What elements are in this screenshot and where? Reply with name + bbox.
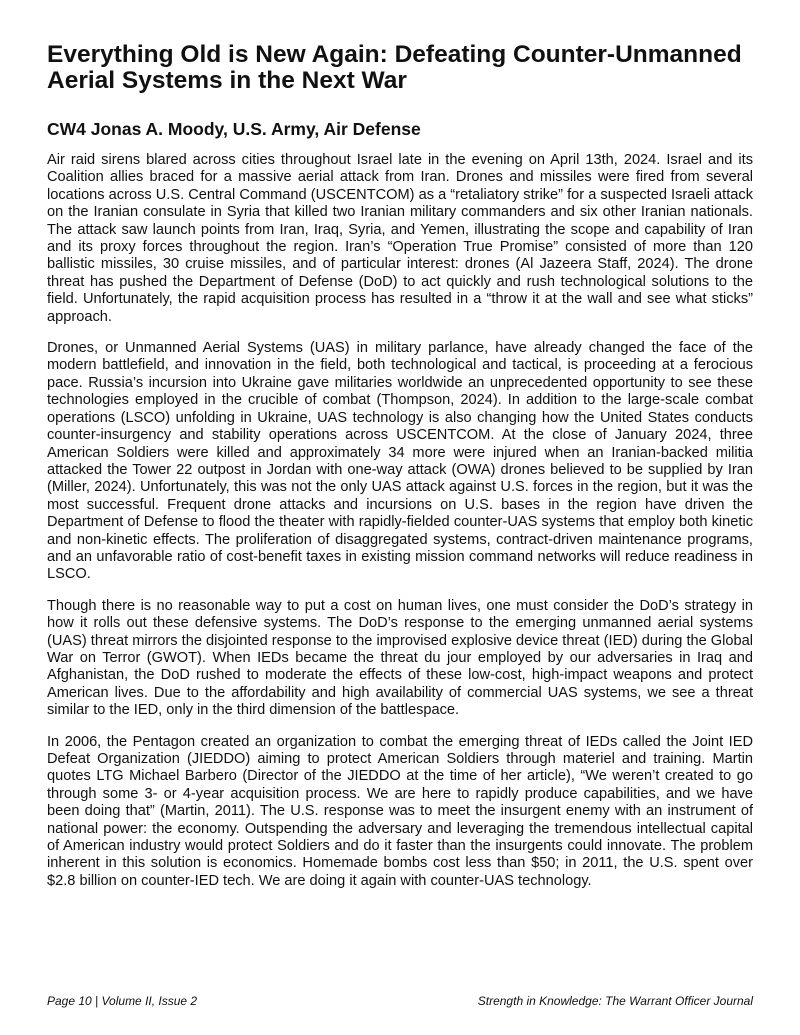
- body-paragraph: Drones, or Unmanned Aerial Systems (UAS) in military parlance, have already changed the face of the modern battlefield, and innovation in the field, both technological and tactical, is proceeding at a ferocious pace. Russia’s incursion into Ukraine gave militaries worldwide an unprecedented opportunity to see these technologies employed in the crucible of combat (Thompson, 2024). In addition to the large-scale combat operations (LSCO) unfolding in Ukraine, UAS technology is also changing how the United States conducts counter-insurgency and stability operations across USCENTCOM. At the close of January 2024, three American Soldiers were killed and approximately 34 more were injured when an Iranian-backed militia attacked the Tower 22 outpost in Jordan with one-way attack (OWA) drones believed to be supplied by Iran (Miller, 2024). Unfortunately, this was not the only UAS attack against U.S. forces in the region, but it was the most successful. Frequent drone attacks and incursions on U.S. bases in the region have driven the Department of Defense to flood the theater with rapidly-fielded counter-UAS systems that employ both kinetic and non-kinetic effects. The proliferation of disaggregated systems, contract-driven maintenance programs, and an unfavorable ratio of cost-benefit taxes in existing mission command networks will reduce readiness in LSCO.: [47, 340, 753, 583]
- footer-journal-title: Strength in Knowledge: The Warrant Officer Journal: [477, 994, 753, 1008]
- body-paragraph: Air raid sirens blared across cities throughout Israel late in the evening on April 13th, 2024. Israel and its Coalition allies braced for a massive aerial attack from Iran. Drones and missiles were fired from several locations across U.S. Central Command (USCENTCOM) as a “retaliatory strike” for a suspected Israeli attack on the Iranian consulate in Syria that killed two Iranian military commanders and six other Iranian nationals. The attack saw launch points from Iran, Iraq, Syria, and Yemen, illustrating the scope and capability of Iran and its proxy forces throughout the region. Iran’s “Operation True Promise” consisted of more than 120 ballistic missiles, 30 cruise missiles, and of particular interest: drones (Al Jazeera Staff, 2024). The drone threat has pushed the Department of Defense (DoD) to act quickly and rush technological solutions to the field. Unfortunately, the rapid acquisition process has resulted in a “throw it at the wall and see what sticks” approach.: [47, 152, 753, 325]
- body-paragraph: Though there is no reasonable way to put a cost on human lives, one must consider the DoD’s strategy in how it rolls out these defensive systems. The DoD’s response to the emerging unmanned aerial systems (UAS) threat mirrors the disjointed response to the improvised explosive device threat (IED) during the Global War on Terror (GWOT). When IEDs became the threat du jour employed by our adversaries in Iraq and Afghanistan, the DoD rushed to moderate the effects of these low-cost, high-impact weapons and protect American lives. Due to the affordability and high availability of commercial UAS systems, we see a threat similar to the IED, only in the third dimension of the battlespace.: [47, 597, 753, 719]
- article-title: Everything Old is New Again: Defeating Counter-Unmanned Aerial Systems in the Next War: [47, 41, 742, 94]
- article-author: CW4 Jonas A. Moody, U.S. Army, Air Defense: [47, 119, 421, 139]
- page-footer: [47, 994, 753, 1008]
- article-body: [47, 152, 753, 890]
- body-paragraph: In 2006, the Pentagon created an organization to combat the emerging threat of IEDs called the Joint IED Defeat Organization (JIEDDO) aiming to protect American Soldiers through materiel and training. Martin quotes LTG Michael Barbero (Director of the JIEDDO at the time of her article), “We weren’t created to go through some 3- or 4-year acquisition process. We are here to rapidly produce capabilities, and we have been doing that” (Martin, 2011). The U.S. response was to meet the insurgent enemy with an instrument of national power: the economy. Outspending the adversary and leveraging the tremendous intellectual capital of American industry would protect Soldiers and do it faster than the insurgents could innovate. The problem inherent in this solution is economics. Homemade bombs cost less than $50; in 2011, the U.S. spent over $2.8 billion on counter-IED tech. We are doing it again with counter-UAS technology.: [47, 733, 753, 889]
- footer-page-info: Page 10 | Volume II, Issue 2: [47, 994, 198, 1008]
- article: [47, 42, 753, 904]
